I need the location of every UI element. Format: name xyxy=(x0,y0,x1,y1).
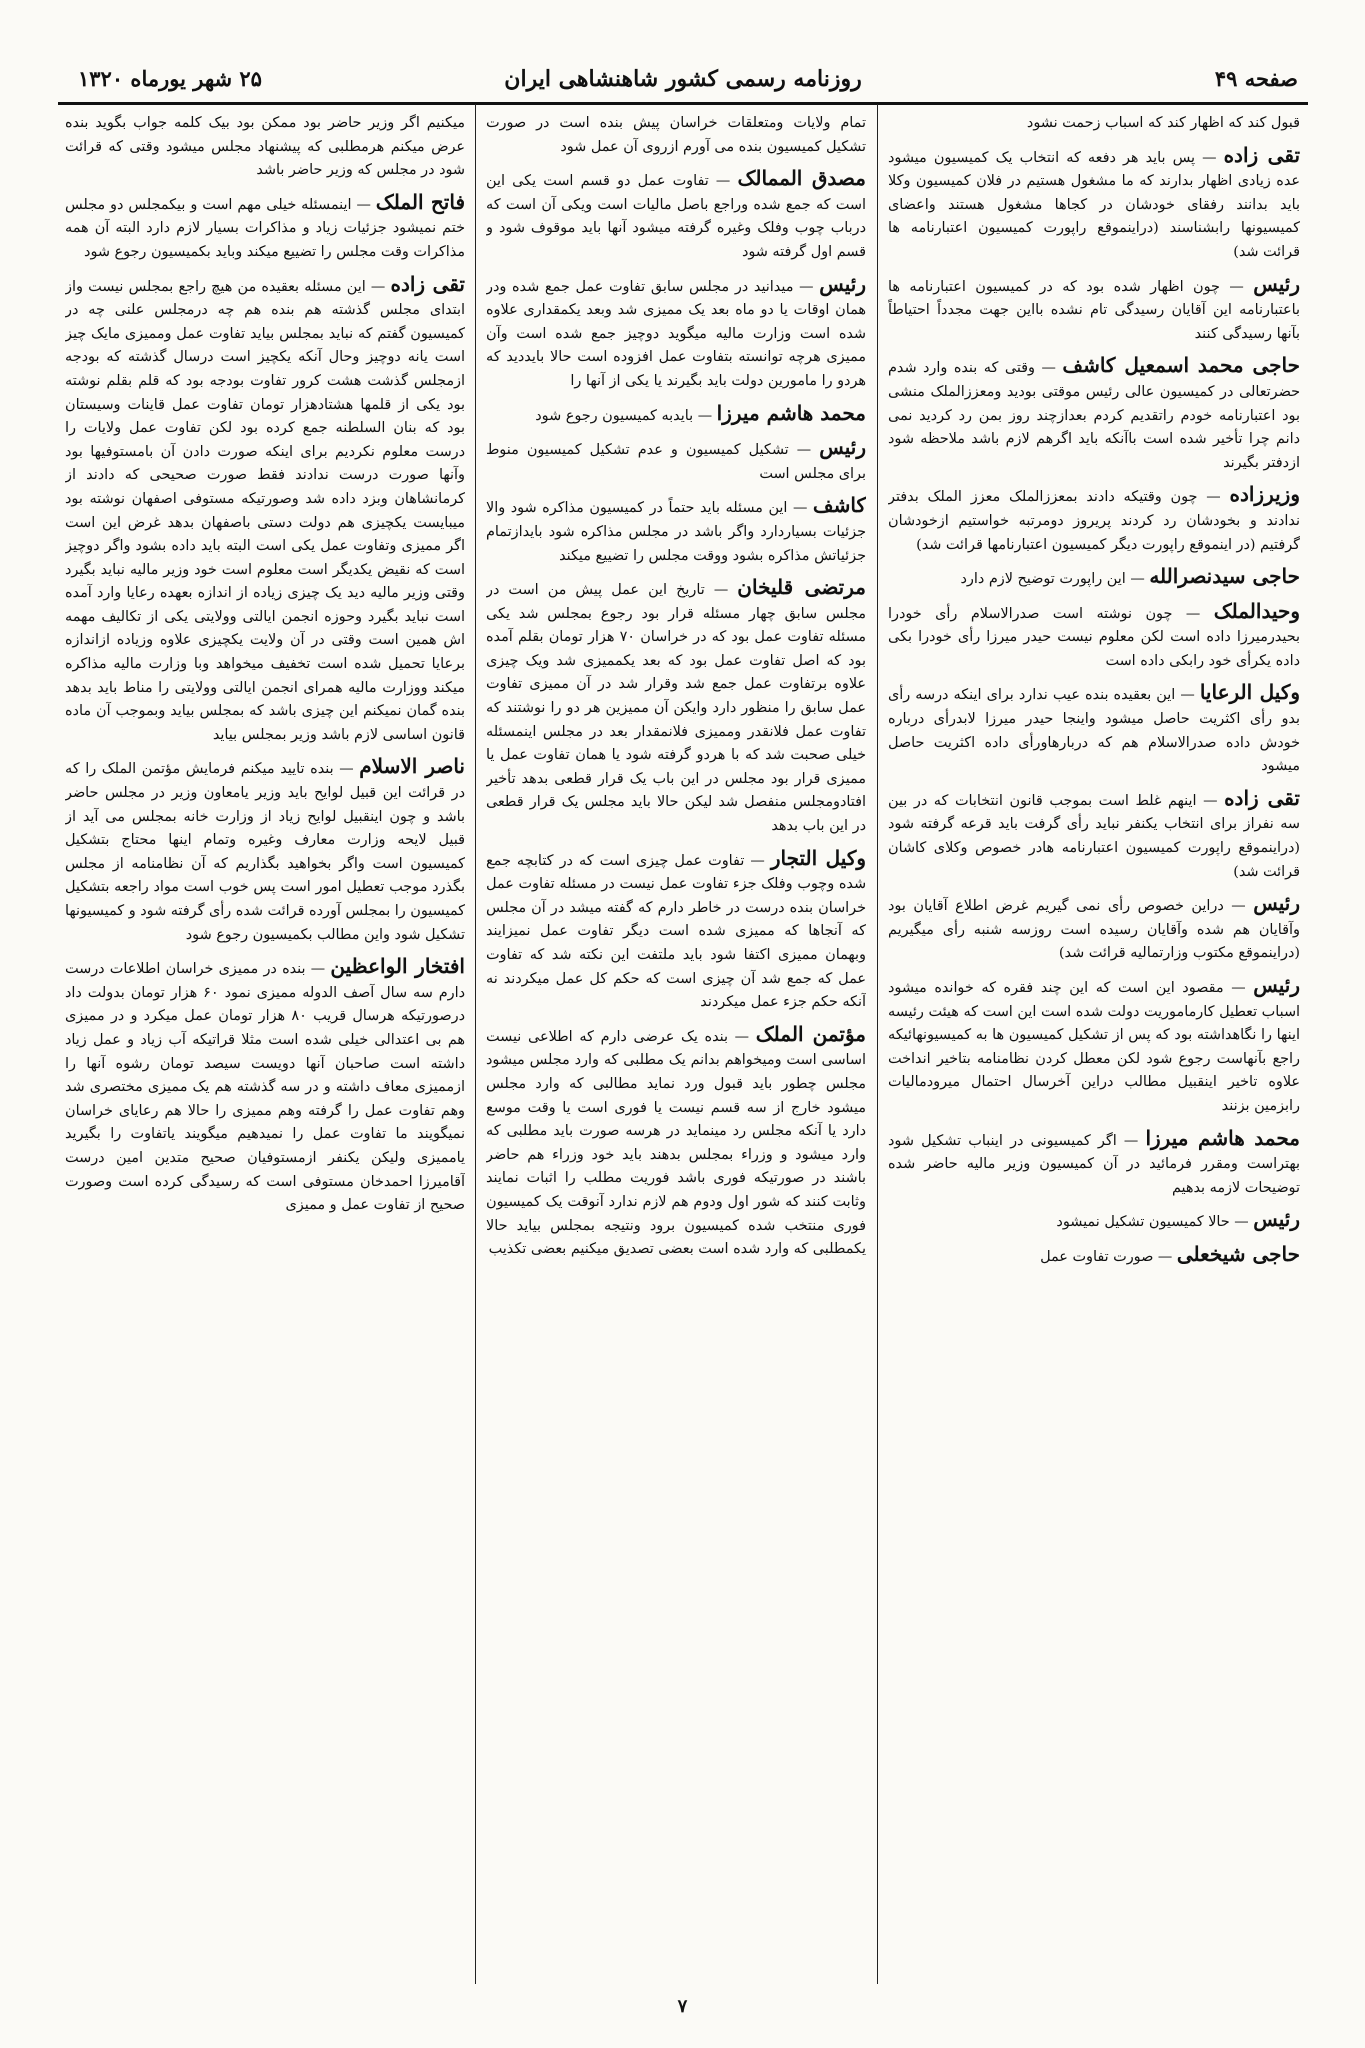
speaker-name: رئیس xyxy=(1253,271,1300,296)
speaker-name: رئیس xyxy=(1253,1207,1300,1232)
speaker-name: حاجی سیدنصرالله xyxy=(1149,564,1300,589)
paragraph xyxy=(65,273,465,748)
paragraph xyxy=(888,144,1300,265)
speech-text: — بنده تایید میکنم فرمایش مؤتمن الملک را که در قرائت این قبیل لوایح باید وزیر یامعاون وزیر در مجلس حاضر باشد و چون اینقبیل لوایح زیاد از وزارت خانه بمجلس می آید از قبیل لایحه وزارت معارف وغیره وتمام اینها محتاج بتشکیل کمیسیون است واگر بخواهید بگذاریم که آن نظامنامه از مجلس بگذرد موجب تعطیل امور است پس خوب است مواد راجعه بتشکیل کمیسیون را بمجلس آورده قرائت شده رأی گرفته شود و کمیسیونها تشکیل شود واین مطالب بکمیسیون رجوع شود xyxy=(65,761,465,943)
speech-text: — این مسئله بعقیده من هیچ راجع بمجلس نیست واز ابتدای مجلس گذشته هم بنده هم چه درمجلس علنی چه در کمیسیون گفتم که نباید بمجلس بیاید تفاوت عمل وممیزی مایک چیز است یانه دوچیز وحال آنکه یکچیز است درسال گذشته که بودجه ازمجلس گذشت هشت کرور تفاوت بودجه بود که قلم بقلم نوشته بود یکی از قلمها هشتادهزار تومان تفاوت عمل قاینات وسیستان بود که بنان السلطنه جمع کرده بود لکن تفاوت عمل ولایات را درست معلوم نکردیم برای اینکه صورت دادن آن بامستوفیها بود وآنها صورت درست ندادند فقط صورت صحیحی که دادند از کرمانشاهان وبزد داده شد وصورتیکه مستوفی اصفهان نوشته بود میبایست یکچیزی هم دولت دستی باصفهان بدهد غرض این است اگر ممیزی وتفاوت عمل یکی است البته باید داده بشود واگر دوچیز است که نقیض یکدیگر است معلوم است خود وزیر مالیه نباید بگیرد وقتی وزیر مالیه دید یک چیزی زیاده از اندازه بعهده رعایا وارد آمده است نباید بگیرد وحوزه انجمن ایالتی وولایتی یکی از تکالیف مهمه اش همین است وقتی در آن ولایت یکچیزی علاوه وزیاده ازاندازه برعایا تحمیل شده است تخفیف میخواهد وبا وزارت مالیه مذاکره میکند ووزارت مالیه همرای انجمن ایالتی وولایتی را مناط باید بدهد بنده گمان نمیکنم این چیزی باشد که بمجلس بیاید وبموجب آن ماده قانون اساسی لازم باشد وزیر بمجلس بیاید xyxy=(65,278,465,743)
speech-text: میکنیم اگر وزیر حاضر بود ممکن بود بیک کلمه جواب بگوید بنده عرض میکنم هرمطلبی که پیشنهاد مجلس میشود وقتی که قرائت شود در مجلس که وزیر حاضر باشد xyxy=(65,115,465,179)
speech-text: — تفاوت عمل چیزی است که در کتابچه جمع شده وچوب وفلک جزء تفاوت عمل نیست در مسئله تفاوت عمل خراسان بنده درست در خاطر دارم که گفته میشد در آن مجلس که آنجاها که ممیزی شده است دیگر تفاوت عمل نمیزایند وبهمان ممیزی اکتفا شود باید ملتفت این نکته شد که تفاوت عمل که جمع شد آن چیزی است که حکم کل عمل میکردند نه آنکه حکم جزء عمل میکردند xyxy=(486,852,866,1011)
speaker-name: تقی زاده xyxy=(1223,142,1300,167)
speaker-name: مؤتمن الملک xyxy=(755,1021,866,1046)
speech-text: — اگر کمیسیونی در اینباب تشکیل شود بهتراست ومقرر فرمائید در آن کمیسیون وزیر مالیه حاضر شده توضیحات لازمه بدهیم xyxy=(888,1132,1300,1196)
column-divider xyxy=(475,104,476,1984)
paragraph xyxy=(888,892,1300,966)
paragraph xyxy=(888,681,1300,778)
speaker-name: کاشف xyxy=(812,493,866,518)
speaker-name: مرتضی قلیخان xyxy=(737,575,866,600)
paragraph xyxy=(888,565,1300,592)
paragraph xyxy=(65,755,465,947)
paragraph xyxy=(65,955,465,1218)
paragraph xyxy=(888,273,1300,347)
speaker-name: وزیرزاده xyxy=(1229,482,1300,507)
column-left xyxy=(65,112,465,1960)
paragraph xyxy=(888,483,1300,557)
speaker-name: تقی زاده xyxy=(1224,785,1300,810)
page-header xyxy=(58,58,1308,100)
speaker-name: رئیس xyxy=(1253,891,1300,916)
speech-text: — تفاوت عمل دو قسم است یکی این است که جمع شده وراجع باصل مالیات است ویکی آن است که درباب چوب وفلک وغیره گرفته میشود آنها باید موقوف شود و قسم اول گرفته شود xyxy=(486,173,866,260)
speech-text: — مقصود این است که این چند فقره که خوانده میشود اسباب تعطیل کارماموریت دولت شده است این است که هیئت رئیسه اینها را نگاهداشته بود که پس از تشکیل کمیسیون ها به کمیسیونهائیکه راجع بآنهاست رجوع شود لکن معطل کردن نظامنامه بتاخیر انداخت علاوه تاخیر اینقبیل مطالب دراین آخرسال احتمال میرودمالیات رابزمین بزنند xyxy=(888,980,1300,1114)
paragraph xyxy=(888,1127,1300,1201)
speech-text: — چون نوشته است صدرالاسلام رأی خودرا بحیدرمیرزا داده است لکن معلوم نیست حیدر میرزا رأی خودرا بکی داده یکرأی خود رابکی داده است xyxy=(888,605,1300,669)
paragraph xyxy=(888,1208,1300,1235)
speech-text: — میدانید در مجلس سابق تفاوت عمل جمع شده ودر همان اوقات یا دو ماه بعد یک ممیزی شد وبعد یکمقداری علاوه شده است وزارت مالیه میگوید دوچیز جمع شده است وآن ممیزی هرچه توانسته بتفاوت عمل افزوده است حالا بایددید که هردو را مامورین دولت باید بگیرند یا یکی از آنها را xyxy=(486,278,866,389)
column-divider xyxy=(877,104,878,1984)
issue-date: ۲۵ شهر یورماه ۱۳۲۰ xyxy=(78,66,262,91)
speaker-name: تقی زاده xyxy=(390,271,465,296)
speaker-name: حاجی محمد اسمعیل کاشف xyxy=(1062,353,1300,378)
newspaper-title: روزنامه رسمی کشور شاهنشاهی ایران xyxy=(504,66,862,92)
speech-text: — بنده یک عرضی دارم که اطلاعی نیست اساسی است ومیخواهم بدانم یک مطلبی که وارد مجلس میشود مجلس چطور باید قبول ورد نماید مطالبی که وارد مجلس میشود خارج از سه قسم نیست یا فوری است یا وقت موسع دارد یا آنکه مجلس رد مینماید در هرسه صورت باید مطلبی که وارد میشود و وزراء بمجلس بدهند باید خود وزراء هم حاضر باشند در صورتیکه فوری باشد فوریت مطلب را اثبات نمایند وثابت کنند که شور اول ودوم هم لازم ندارد آنوقت یک کمیسیون فوری منتخب شده کمیسیون برود ونتیجه بمجلس بیاید حالا یکمطلبی که وارد شده است بعضی تصدیق میکنیم بعضی تکذیب xyxy=(486,1028,866,1258)
speech-text: — بایدبه کمیسیون رجوع شود xyxy=(535,407,713,424)
speech-text: — دراین خصوص رأی نمی گیریم غرض اطلاع آقایان بود وآقایان هم شده وآقایان رسیده است روزسه شنبه رأی میگیریم (دراینموقع مکتوب وزارتمالیه قرائت شد) xyxy=(888,898,1300,962)
column-right xyxy=(888,112,1300,1960)
speech-text: — این مسئله باید حتماً در کمیسیون مذاکره شود والا جزئیات بسیاردارد واگر باشد در مجلس مذاکره شود بایدازتمام جزئیاتش مذاکره بشود ووقت مجلس را تضییع میکند xyxy=(486,500,866,564)
speech-text: — این بعقیده بنده عیب ندارد برای اینکه درسه رأی بدو رأی اکثریت حاصل میشود واینجا حیدر میرزا لابدرأی درباره خودش داده صدرالاسلام هم که دربارهاورأی داده اکثریت حاصل میشود xyxy=(888,687,1300,775)
paragraph xyxy=(486,576,866,839)
speaker-name: وکیل الرعایا xyxy=(1199,680,1300,705)
paragraph xyxy=(486,167,866,264)
header-rule xyxy=(58,102,1308,105)
speech-text: — تاریخ این عمل پیش من است در مجلس سابق چهار مسئله قرار بود رجوع بمجلس شد یکی مسئله تفاوت عمل بود که در خراسان ۷۰ هزار تومان بقلم آمده بود که اصل تفاوت عمل بود که بعد یکممیزی شد ویک چیزی علاوه برتفاوت عمل جمع شد وقرار شد در آن ممیزی تفاوت عمل سابق را منظور دارد وایکن آن ممیزین هر دو را نوشتند که تفاوت عمل فلانقدر وممیزی فلانمقدار بعد در مجلس اینمسئله خیلی صحبت شد که با هردو گرفته شود یا همان تفاوت عمل یا ممیزی قرار بود مجلس در این باب یک قرار قطعی بدهد تأخیر افتادومجلس منفصل شد لیکن حالا باید مجلس یک قرار قطعی در این باب بدهد xyxy=(486,582,866,835)
speaker-name: وحیدالملک xyxy=(1213,598,1300,623)
speech-text: — حالا کمیسیون تشکیل نمیشود xyxy=(1056,1214,1249,1231)
paragraph xyxy=(888,974,1300,1119)
speech-text: — اینهم غلط است بموجب قانون انتخابات که در بین سه نفراز برای انتخاب یکنفر نباید رأی گرفت باید قرعه گرفته شود (دراینموقع راپورت کمیسیون اعتبارنامه هادر خصوص وکلای کاشان قرائت شد) xyxy=(888,792,1300,880)
paragraph xyxy=(486,273,866,394)
speech-text: — اینمسئله خیلی مهم است و بیکمجلس دو مجلس ختم نمیشود جزئیات زیاد و مذاکرات بسیار لازم دارد البته آن همه مذاکرات وقت مجلس را تضییع میکند وباید بکمیسیون رجوع شود xyxy=(65,196,465,260)
speaker-name: محمد هاشم میرزا xyxy=(1145,1125,1300,1150)
speaker-name: افتخار الواعظین xyxy=(330,954,465,979)
paragraph xyxy=(486,436,866,486)
speech-text: — صورت تفاوت عمل xyxy=(1040,1248,1173,1265)
page-label: صفحه ۴۹ xyxy=(1214,66,1298,91)
speaker-name: رئیس xyxy=(819,435,866,460)
paragraph xyxy=(486,494,866,568)
speech-text: تمام ولایات ومتعلقات خراسان پیش بنده است در صورت تشکیل کمیسیون بنده می آورم ازروی آن عمل شود xyxy=(486,115,866,155)
speech-text: — این راپورت توضیح لازم دارد xyxy=(960,571,1145,588)
speaker-name: وکیل التجار xyxy=(770,845,866,870)
paragraph xyxy=(65,191,465,265)
speaker-name: مصدق الممالک xyxy=(737,166,866,191)
paragraph xyxy=(888,1243,1300,1270)
column-middle xyxy=(486,112,866,1960)
speaker-name: فاتح الملک xyxy=(375,189,465,214)
page-number: ۷ xyxy=(677,1996,688,2017)
speech-text: — چون اظهار شده بود که در کمیسیون اعتبارنامه ها باعتبارنامه این آقایان رسیدگی تام نشده بااین جهت مجدداً احتیاطاً بآنها رسیدگی کنند xyxy=(888,278,1300,342)
paragraph xyxy=(486,402,866,429)
paragraph xyxy=(486,112,866,159)
paragraph xyxy=(888,354,1300,475)
speaker-name: محمد هاشم میرزا xyxy=(716,400,866,425)
paragraph xyxy=(888,600,1300,674)
speech-text: — چون وقتیکه دادند بمعززالملک معزز الملک بدفتر ندادند و بخودشان رد کردند پریروز دومرتبه خواستیم ازخودشان گرفتیم (در اینموقع راپورت دیگر کمیسیون اعتبارنامها قرائت شد) xyxy=(888,489,1300,553)
paragraph xyxy=(888,112,1300,136)
paragraph xyxy=(486,847,866,1015)
speaker-name: حاجی شیخعلی xyxy=(1176,1241,1300,1266)
speaker-name: رئیس xyxy=(819,271,866,296)
speech-text: — پس باید هر دفعه که انتخاب یک کمیسیون میشود عده زیادی اظهار بدارند که ما مشغول هستیم در فلان کمیسیون وکلا باید بدانند رفقای خودشان در کجاها مشغول هستند واعضای کمیسیونها رابشناسند (دراینموقع راپورت کمیسیون اعتبارنامه ها قرائت شد) xyxy=(888,149,1300,260)
speech-text: — بنده در ممیزی خراسان اطلاعات درست دارم سه سال آصف الدوله ممیزی نمود ۶۰ هزار تومان بدولت داد درصورتیکه هرسال قریب ۸۰ هزار تومان عمل میکرد و در ممیزی هم بی اعتدالی خیلی شده است مثلا قراتیکه آب زیاد و عمل زیاد داشته است صاحبان آنها دویست سیصد تومان رشوه آنها را ازممیزی معاف داشته و در سه گذشته هم یک ممیزی مختصری شد وهم تفاوت عمل را گرفته وهم ممیزی را حالا هم رعایای خراسان نمیگویند ما تفاوت عمل را نمیدهیم میگویند یاتفاوت را بگیرید یاممیزی ولیکن یکنفر ازمستوفیان صحیح متدین امین درست آقامیرزا احمدخان مستوفی است که رسیدگی کرده است وصورت صحیح از تفاوت عمل و ممیزی xyxy=(65,961,465,1214)
paragraph xyxy=(65,112,465,183)
paragraph xyxy=(888,787,1300,884)
speech-text: قبول کند که اظهار کند که اسباب زحمت نشود xyxy=(1026,115,1300,131)
speech-text: — تشکیل کمیسیون و عدم تشکیل کمیسیون منوط برای مجلس است xyxy=(486,442,866,482)
speaker-name: ناصر الاسلام xyxy=(359,754,465,779)
speaker-name: رئیس xyxy=(1253,973,1300,997)
speech-text: — وقتی که بنده وارد شدم حضرتعالی در کمیسیون عالی رئیس موقتی بودید ومعززالملک منشی بود اعتبارنامه خودم راتقدیم کردم بعدازچند روز بمن رد کردید نمی دانم چرا تأخیر شده است باآنکه باید اگرهم لازم باشد ملاحظه شود ازدفتر بگیرند xyxy=(888,360,1300,471)
paragraph xyxy=(486,1023,866,1262)
